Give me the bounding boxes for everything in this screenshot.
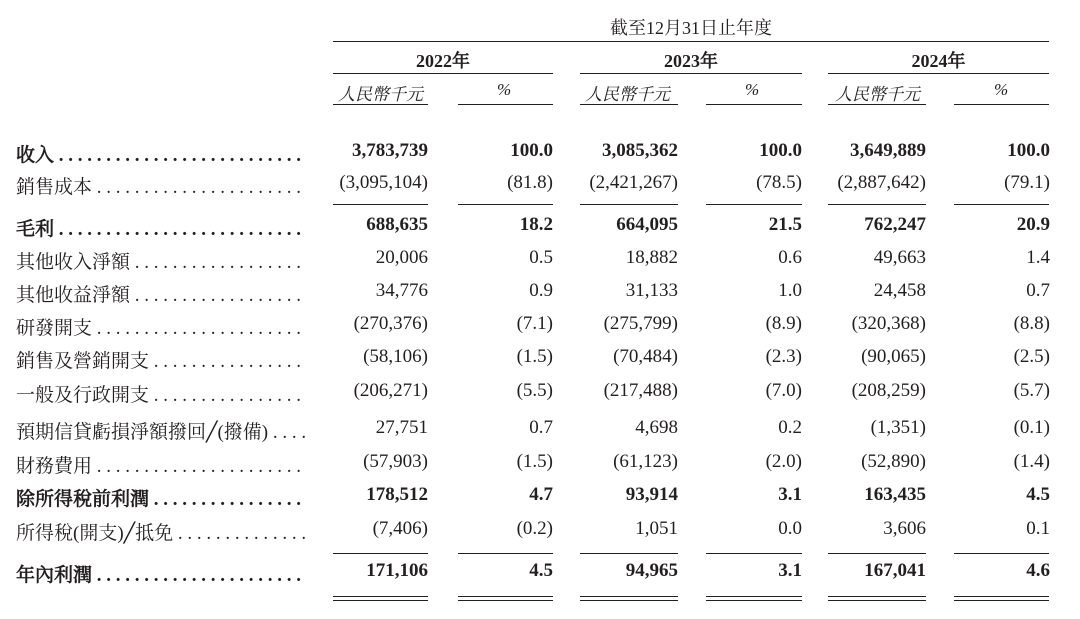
- amount-cell: (217,488): [603, 380, 678, 401]
- percent-cell: (7.0): [765, 380, 802, 401]
- amount-cell: 18,882: [625, 247, 678, 268]
- amount-cell: 762,247: [864, 214, 926, 235]
- table-row: [0, 140, 1080, 170]
- subtotal-rule: [828, 553, 926, 554]
- header-rule: [333, 41, 1049, 42]
- amount-cell: (7,406): [372, 518, 428, 539]
- year-rule: [828, 73, 1049, 74]
- table-row: [0, 214, 1080, 244]
- amount-cell: 31,133: [625, 280, 678, 301]
- amount-cell: 163,435: [864, 484, 926, 505]
- percent-cell: (0.2): [516, 518, 553, 539]
- amount-cell: 94,965: [625, 560, 678, 581]
- total-double-rule: [706, 596, 802, 597]
- percent-cell: 18.2: [519, 214, 553, 235]
- percent-cell: (0.1): [1013, 417, 1050, 438]
- amount-cell: 49,663: [873, 247, 926, 268]
- amount-cell: (206,271): [353, 380, 428, 401]
- subtotal-rule: [954, 553, 1049, 554]
- amount-cell: (2,421,267): [589, 172, 678, 193]
- table-row: [0, 172, 1080, 202]
- percent-cell: (2.3): [765, 346, 802, 367]
- row-label: 財務費用 . . .: [16, 451, 306, 478]
- row-label: 年內利潤 . . .: [16, 560, 306, 587]
- amount-cell: (208,259): [851, 380, 926, 401]
- unit-amount: 人民幣千元: [338, 85, 423, 104]
- amount-cell: (270,376): [353, 313, 428, 334]
- percent-cell: 0.2: [778, 417, 802, 438]
- percent-cell: (1.4): [1013, 451, 1050, 472]
- amount-cell: 20,006: [375, 247, 428, 268]
- row-label: 其他收入淨額 . . .: [16, 247, 306, 274]
- percent-cell: (79.1): [1004, 172, 1050, 193]
- percent-cell: (2.0): [765, 451, 802, 472]
- unit-rule: [580, 104, 678, 105]
- percent-cell: 4.7: [529, 484, 553, 505]
- row-label: 其他收益淨額 . . .: [16, 280, 306, 307]
- subtotal-rule: [333, 553, 428, 554]
- unit-rule: [706, 104, 802, 105]
- amount-cell: 3,085,362: [602, 140, 678, 161]
- period-header: 截至12月31日止年度: [610, 18, 772, 38]
- total-double-rule: [580, 596, 678, 597]
- percent-cell: (8.9): [765, 313, 802, 334]
- percent-cell: (7.1): [516, 313, 553, 334]
- percent-cell: 100.0: [759, 140, 802, 161]
- row-label: 研發開支 . . .: [16, 313, 306, 340]
- percent-cell: (2.5): [1013, 346, 1050, 367]
- percent-cell: (1.5): [516, 451, 553, 472]
- subtotal-rule: [458, 553, 553, 554]
- percent-cell: (1.5): [516, 346, 553, 367]
- total-double-rule: [954, 600, 1049, 601]
- percent-cell: 0.7: [529, 417, 553, 438]
- percent-cell: (81.8): [507, 172, 553, 193]
- amount-cell: 167,041: [864, 560, 926, 581]
- percent-cell: 1.0: [778, 280, 802, 301]
- amount-cell: (58,106): [363, 346, 428, 367]
- subtotal-rule: [706, 204, 802, 205]
- percent-cell: 0.1: [1026, 518, 1050, 539]
- percent-cell: 21.5: [768, 214, 802, 235]
- subtotal-rule: [580, 553, 678, 554]
- row-label: 所得稅(開支)╱抵免 . . .: [16, 518, 306, 545]
- percent-cell: 20.9: [1016, 214, 1050, 235]
- percent-cell: 0.0: [778, 518, 802, 539]
- percent-cell: 0.6: [778, 247, 802, 268]
- table-row: [0, 484, 1080, 514]
- amount-cell: 688,635: [366, 214, 428, 235]
- subtotal-rule: [828, 204, 926, 205]
- amount-cell: (57,903): [363, 451, 428, 472]
- unit-amount: 人民幣千元: [585, 85, 670, 104]
- amount-cell: (1,351): [870, 417, 926, 438]
- total-double-rule: [828, 600, 926, 601]
- total-double-rule: [580, 600, 678, 601]
- row-label: 銷售成本 . . .: [16, 172, 306, 199]
- percent-cell: 100.0: [510, 140, 553, 161]
- amount-cell: 3,649,889: [850, 140, 926, 161]
- row-label: 毛利 . . .: [16, 214, 306, 241]
- table-row: [0, 346, 1080, 376]
- percent-cell: (8.8): [1013, 313, 1050, 334]
- table-row: [0, 313, 1080, 343]
- subtotal-rule: [580, 204, 678, 205]
- amount-cell: 178,512: [366, 484, 428, 505]
- unit-pct: %: [745, 80, 760, 99]
- percent-cell: (78.5): [756, 172, 802, 193]
- amount-cell: (2,887,642): [837, 172, 926, 193]
- total-double-rule: [706, 600, 802, 601]
- amount-cell: (90,065): [861, 346, 926, 367]
- total-double-rule: [333, 600, 428, 601]
- amount-cell: 27,751: [375, 417, 428, 438]
- percent-cell: 4.5: [1026, 484, 1050, 505]
- unit-rule: [828, 104, 926, 105]
- row-label: 收入 . . .: [16, 140, 306, 167]
- percent-cell: 3.1: [778, 484, 802, 505]
- amount-cell: 171,106: [366, 560, 428, 581]
- percent-cell: (5.5): [516, 380, 553, 401]
- row-label: 銷售及營銷開支 . . .: [16, 346, 306, 373]
- row-label: 預期信貸虧損淨額撥回╱(撥備) . . .: [16, 417, 306, 444]
- amount-cell: 24,458: [873, 280, 926, 301]
- unit-pct: %: [994, 80, 1009, 99]
- percent-cell: 1.4: [1026, 247, 1050, 268]
- total-double-rule: [333, 596, 428, 597]
- total-double-rule: [458, 596, 553, 597]
- total-double-rule: [954, 596, 1049, 597]
- amount-cell: 34,776: [375, 280, 428, 301]
- table-row: [0, 247, 1080, 277]
- subtotal-rule: [954, 204, 1049, 205]
- row-label: 除所得稅前利潤 . . .: [16, 484, 306, 511]
- year-rule: [333, 73, 553, 74]
- percent-cell: 4.6: [1026, 560, 1050, 581]
- percent-cell: 3.1: [778, 560, 802, 581]
- percent-cell: 0.9: [529, 280, 553, 301]
- amount-cell: 1,051: [635, 518, 678, 539]
- unit-rule: [333, 104, 428, 105]
- amount-cell: (52,890): [861, 451, 926, 472]
- year-rule: [580, 73, 802, 74]
- amount-cell: (275,799): [603, 313, 678, 334]
- percent-cell: 0.5: [529, 247, 553, 268]
- table-row: [0, 380, 1080, 410]
- amount-cell: 4,698: [635, 417, 678, 438]
- year-2023-header: 2023年: [664, 51, 718, 71]
- amount-cell: 664,095: [616, 214, 678, 235]
- unit-rule: [458, 104, 553, 105]
- total-double-rule: [458, 600, 553, 601]
- table-row: [0, 451, 1080, 481]
- amount-cell: 93,914: [625, 484, 678, 505]
- amount-cell: (320,368): [851, 313, 926, 334]
- amount-cell: 3,783,739: [352, 140, 428, 161]
- subtotal-rule: [458, 204, 553, 205]
- percent-cell: 0.7: [1026, 280, 1050, 301]
- unit-rule: [954, 104, 1049, 105]
- amount-cell: (61,123): [613, 451, 678, 472]
- unit-amount: 人民幣千元: [835, 85, 920, 104]
- percent-cell: 100.0: [1007, 140, 1050, 161]
- amount-cell: (3,095,104): [339, 172, 428, 193]
- amount-cell: 3,606: [883, 518, 926, 539]
- total-double-rule: [828, 596, 926, 597]
- year-2024-header: 2024年: [911, 51, 966, 71]
- subtotal-rule: [706, 553, 802, 554]
- row-label: 一般及行政開支 . . .: [16, 380, 306, 407]
- percent-cell: 4.5: [529, 560, 553, 581]
- table-row: [0, 417, 1080, 447]
- table-row: [0, 518, 1080, 548]
- unit-pct: %: [497, 80, 512, 99]
- table-row: [0, 560, 1080, 590]
- table-row: [0, 280, 1080, 310]
- percent-cell: (5.7): [1013, 380, 1050, 401]
- subtotal-rule: [333, 204, 428, 205]
- amount-cell: (70,484): [613, 346, 678, 367]
- year-2022-header: 2022年: [416, 51, 470, 71]
